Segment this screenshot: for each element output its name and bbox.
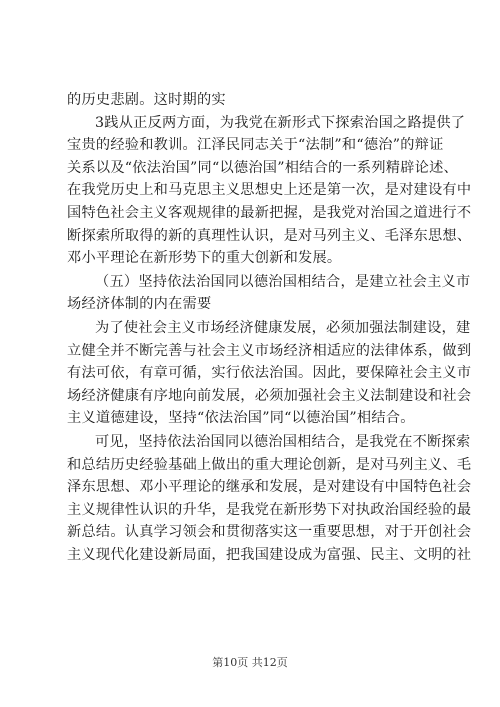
text-line: 主义规律性认识的升华，是我党在新形势下对执政治国经验的最 bbox=[67, 501, 472, 518]
page-number-footer: 第10页 共12页 bbox=[212, 656, 288, 669]
text-line: 泽东思想、邓小平理论的继承和发展，是对建设有中国特色社会 bbox=[67, 479, 472, 496]
text-line: 宝贵的经验和教训。江泽民同志关于“法制”和“德治”的辩证 bbox=[67, 137, 444, 154]
text-line: 在我党历史上和马克思主义思想史上还是第一次，是对建设有中 bbox=[67, 182, 472, 199]
section-heading-line: （五）坚持依法治国同以德治国相结合，是建立社会主义市 bbox=[95, 273, 471, 290]
section-heading-line: 场经济体制的内在需要 bbox=[67, 296, 212, 313]
text-line: 的历史悲剧。这时期的实 bbox=[67, 92, 226, 108]
text-line: 场经济健康有序地向前发展，必须加强社会主义法制建设和社会 bbox=[67, 387, 472, 404]
text-line: 国特色社会主义客观规律的最新把握，是我党对治国之道进行不 bbox=[67, 204, 472, 221]
text-line: 和总结历史经验基础上做出的重大理论创新，是对马列主义、毛 bbox=[67, 456, 472, 473]
text-line: 有法可依，有章可循，实行依法治国。因此，要保障社会主义市 bbox=[67, 365, 472, 382]
text-line: 为了使社会主义市场经济健康发展，必须加强法制建设，建 bbox=[95, 319, 471, 336]
text-line: 主义道德建设，坚持“依法治国”同“以德治国”相结合。 bbox=[67, 410, 415, 427]
text-line: 新总结。认真学习领会和贯彻落实这一重要思想，对于开创社会 bbox=[67, 524, 472, 541]
text-line: 邓小平理论在新形势下的重大创新和发展。 bbox=[67, 250, 342, 267]
text-line: 断探索所取得的新的真理性认识，是对马列主义、毛泽东思想、 bbox=[67, 227, 472, 244]
text-line: 3践从正反两方面，为我党在新形式下探索治国之路提供了 bbox=[95, 114, 466, 131]
text-line: 关系以及“依法治国”同“以德治国”相结合的一系列精辟论述、 bbox=[67, 159, 458, 176]
text-line: 主义现代化建设新局面，把我国建设成为富强、民主、文明的社 bbox=[67, 546, 472, 563]
text-line: 立健全并不断完善与社会主义市场经济相适应的法律体系，做到 bbox=[67, 342, 472, 359]
text-line: 可见，坚持依法治国同以德治国相结合，是我党在不断探索 bbox=[95, 433, 471, 450]
body-text bbox=[67, 89, 472, 566]
